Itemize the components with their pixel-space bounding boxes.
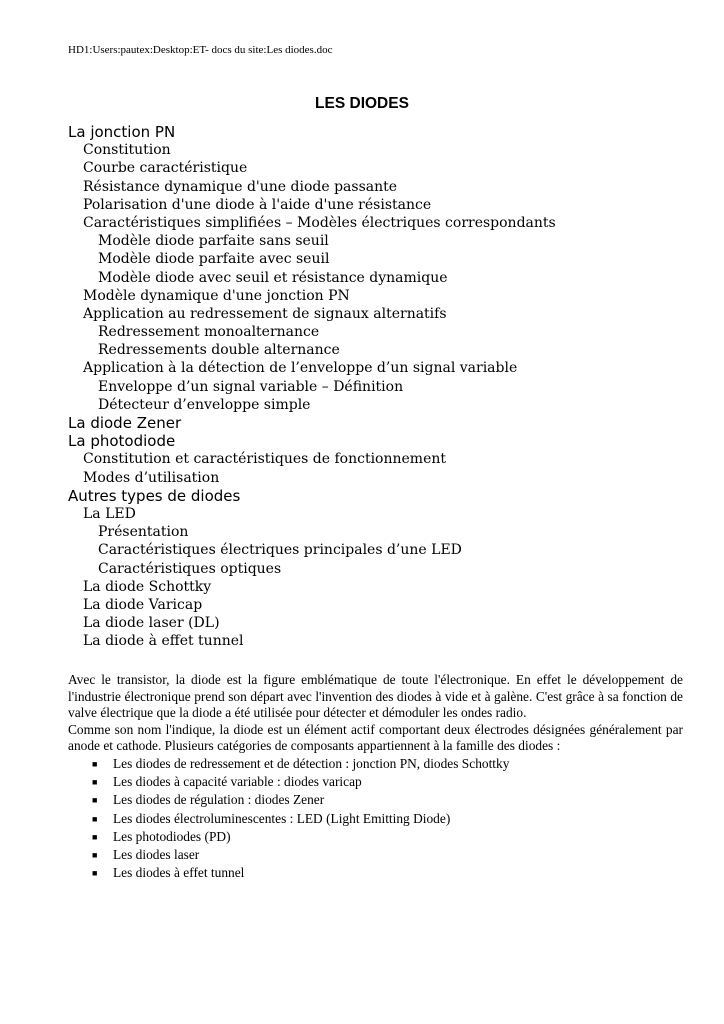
- document-path-header: HD1:Users:pautex:Desktop:ET- docs du site:Les diodes.doc: [68, 44, 333, 56]
- bullet-square-icon: ■: [92, 758, 98, 769]
- toc-item: Modèle diode parfaite sans seuil: [98, 233, 329, 250]
- toc-item: Constitution et caractéristiques de fonctionnement: [83, 451, 447, 468]
- toc-item: Présentation: [98, 524, 189, 541]
- toc-item: La diode laser (DL): [83, 615, 220, 632]
- toc-item: Modèle dynamique d'une jonction PN: [83, 287, 350, 304]
- list-item: ■ Les diodes à effet tunnel: [68, 864, 683, 882]
- toc-item: La jonction PN: [68, 123, 176, 141]
- toc-item: La LED: [83, 505, 136, 522]
- list-item: ■ Les diodes laser: [68, 846, 683, 864]
- page-title: LES DIODES: [315, 95, 409, 112]
- toc-item: Résistance dynamique d'une diode passante: [83, 178, 398, 195]
- list-item: ■ Les diodes de régulation : diodes Zener: [68, 791, 683, 809]
- toc-item: Redressements double alternance: [98, 342, 340, 359]
- toc-item: Caractéristiques simplifiées – Modèles électriques correspondants: [83, 214, 556, 231]
- toc-item: Modèle diode parfaite avec seuil: [98, 251, 330, 268]
- toc-item: Polarisation d'une diode à l'aide d'une résistance: [83, 196, 432, 213]
- bullet-square-icon: ■: [92, 777, 98, 788]
- toc-item: Modèle diode avec seuil et résistance dynamique: [98, 269, 448, 286]
- toc-item: Constitution: [83, 142, 171, 159]
- intro-paragraph: Avec le transistor, la diode est la figure emblématique de toute l'électronique. En effet le développement de l'industrie électronique prend son départ avec l'invention des diodes à vide et à galène. C'est grâce à sa fonction de valve électrique que la diode a été utilisée pour détecter et démoduler les ondes radio.: [68, 672, 683, 721]
- toc-item: La diode à effet tunnel: [83, 633, 244, 650]
- list-item: ■ Les diodes de redressement et de détection : jonction PN, diodes Schottky: [68, 755, 683, 773]
- toc-item: Détecteur d’enveloppe simple: [98, 396, 311, 413]
- body-text: [68, 672, 683, 882]
- toc-item: La photodiode: [68, 432, 176, 451]
- bullet-square-icon: ■: [92, 831, 98, 842]
- list-item: ■ Les photodiodes (PD): [68, 828, 683, 846]
- toc-item: La diode Zener: [68, 414, 182, 432]
- bullet-square-icon: ■: [92, 813, 98, 824]
- toc-item: Caractéristiques électriques principales d’une LED: [98, 542, 462, 559]
- toc-item: Courbe caractéristique: [83, 160, 248, 177]
- bullet-square-icon: ■: [92, 849, 98, 860]
- definition-paragraph: Comme son nom l'indique, la diode est un élément actif comportant deux électrodes désignées généralement par anode et cathode. Plusieurs catégories de composants appartiennent à la famille des diodes :: [68, 721, 683, 754]
- bullet-square-icon: ■: [92, 868, 98, 879]
- toc-item: Modes d’utilisation: [83, 469, 220, 486]
- table-of-contents: [68, 123, 556, 650]
- toc-item: Application à la détection de l’enveloppe d’un signal variable: [83, 360, 518, 377]
- toc-item: La diode Varicap: [83, 596, 203, 613]
- toc-item: Autres types de diodes: [68, 486, 241, 505]
- toc-item: La diode Schottky: [83, 578, 212, 595]
- diode-categories-list: [68, 755, 683, 882]
- toc-item: Caractéristiques optiques: [98, 560, 282, 577]
- toc-item: Application au redressement de signaux alternatifs: [83, 305, 447, 322]
- list-item: ■ Les diodes à capacité variable : diodes varicap: [68, 773, 683, 791]
- toc-item: Redressement monoalternance: [98, 324, 320, 341]
- toc-item: Enveloppe d’un signal variable – Définition: [98, 378, 404, 395]
- bullet-square-icon: ■: [92, 795, 98, 806]
- list-item: ■ Les diodes électroluminescentes : LED (Light Emitting Diode): [68, 810, 683, 828]
